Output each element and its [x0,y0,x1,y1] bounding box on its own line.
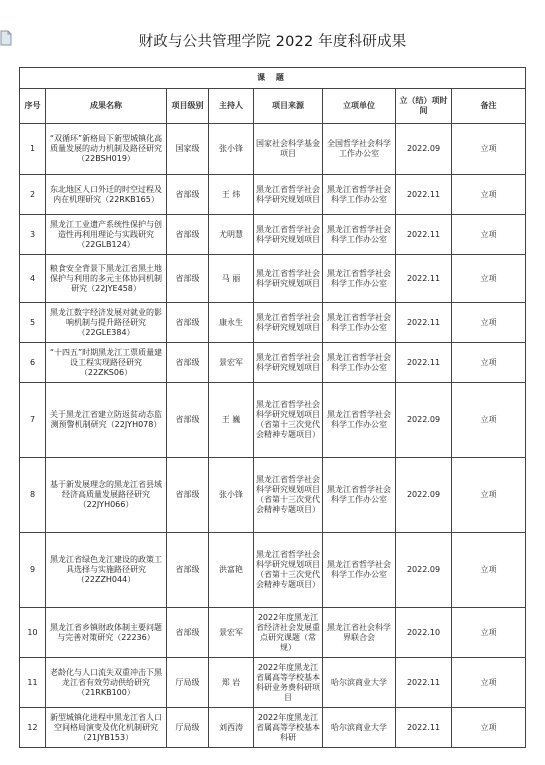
approving-unit: 黑龙江省哲学社会科学工作办公室 [323,383,396,458]
project-source: 黑龙江省哲学社会科学研究规划项目（省第十三次党代会精神专题项目） [254,458,323,533]
row-number: 6 [20,343,46,383]
table-row [20,124,526,175]
project-level: 国家级 [167,124,209,175]
table-row [20,658,526,708]
project-level: 省部级 [167,458,209,533]
project-level: 省部级 [167,175,209,215]
approving-unit: 全国哲学社会科学工作办公室 [323,124,396,175]
project-source: 黑龙江省哲学社会科学研究规划项目 [254,343,323,383]
project-name: 黑龙江省乡镇财政体制主要问题与完善对策研究（22236） [46,608,167,658]
project-name: 基于新发展理念的黑龙江省县域经济高质量发展路径研究（22JYH066） [46,458,167,533]
principal-investigator: 郑 岩 [209,658,254,708]
approving-unit: 黑龙江省哲学社会科学工作办公室 [323,175,396,215]
approving-unit: 哈尔滨商业大学 [323,708,396,748]
table-row [20,458,526,533]
project-name: 关于黑龙江省建立防返贫动态监测预警机制研究（22JYH078） [46,383,167,458]
principal-investigator: 尤明慧 [209,215,254,255]
approving-unit: 黑龙江省哲学社会科学工作办公室 [323,215,396,255]
remark: 立项 [452,658,526,708]
project-source: 黑龙江省哲学社会科学研究规划项目 [254,215,323,255]
table-row [20,215,526,255]
approval-time: 2022.10 [396,608,452,658]
approval-time: 2022.11 [396,175,452,215]
row-number: 8 [20,458,46,533]
approving-unit: 黑龙江省哲学社会科学工作办公室 [323,343,396,383]
row-number: 2 [20,175,46,215]
row-number: 1 [20,124,46,175]
header-no: 序号 [20,89,46,124]
project-level: 省部级 [167,215,209,255]
project-name: 黑龙江工业遗产系统性保护与创造性再利用理论与实践研究（22GLB124） [46,215,167,255]
project-name: “双循环”新格局下新型城镇化高质量发展的动力机制及路径研究（22BSH019） [46,124,167,175]
remark: 立项 [452,175,526,215]
table-row [20,175,526,215]
remark: 立项 [452,533,526,608]
project-name: 东北地区人口外迁的时空过程及内在机理研究（22RKB165） [46,175,167,215]
remark: 立项 [452,343,526,383]
project-source: 黑龙江省哲学社会科学研究规划项目（省第十三次党代会精神专题项目） [254,533,323,608]
approval-time: 2022.11 [396,215,452,255]
remark: 立项 [452,708,526,748]
project-level: 省部级 [167,303,209,343]
principal-investigator: 张小锋 [209,458,254,533]
row-number: 5 [20,303,46,343]
approval-time: 2022.11 [396,303,452,343]
project-level: 厅局级 [167,658,209,708]
header-time: 立（结）项时间 [396,89,452,124]
row-number: 10 [20,608,46,658]
approving-unit: 黑龙江省哲学社会科学工作办公室 [323,458,396,533]
header-source: 项目来源 [254,89,323,124]
row-number: 11 [20,658,46,708]
approval-time: 2022.11 [396,255,452,303]
principal-investigator: 景宏军 [209,608,254,658]
header-note: 备注 [452,89,526,124]
table-row [20,533,526,608]
principal-investigator: 张小锋 [209,124,254,175]
project-source: 2022年度黑龙江省经济社会发展重点研究课题（常规） [254,608,323,658]
row-number: 3 [20,215,46,255]
approval-time: 2022.11 [396,343,452,383]
project-source: 黑龙江省哲学社会科学研究规划项目 [254,303,323,343]
results-table [19,67,526,748]
row-number: 9 [20,533,46,608]
approving-unit: 哈尔滨商业大学 [323,658,396,708]
principal-investigator: 刘西涛 [209,708,254,748]
remark: 立项 [452,303,526,343]
remark: 立项 [452,458,526,533]
approval-time: 2022.09 [396,383,452,458]
remark: 立项 [452,608,526,658]
approval-time: 2022.11 [396,708,452,748]
project-level: 省部级 [167,383,209,458]
project-level: 省部级 [167,533,209,608]
table-row [20,608,526,658]
approval-time: 2022.11 [396,658,452,708]
principal-investigator: 景宏军 [209,343,254,383]
project-source: 黑龙江省哲学社会科学研究规划项目 [254,175,323,215]
project-level: 省部级 [167,255,209,303]
project-level: 省部级 [167,608,209,658]
row-number: 12 [20,708,46,748]
approving-unit: 黑龙江省哲学社会科学工作办公室 [323,303,396,343]
project-name: “十四五”时期黑龙江工票质量建设工程实现路径研究（22ZKS06） [46,343,167,383]
principal-investigator: 王 巍 [209,383,254,458]
principal-investigator: 马 丽 [209,255,254,303]
header-unit: 立项单位 [323,89,396,124]
project-name: 黑龙江数字经济发展对就业的影响机制与提升路径研究（22GLE384） [46,303,167,343]
remark: 立项 [452,215,526,255]
project-source: 2022年度黑龙江省属高等学校基本科研业务费科研项目 [254,658,323,708]
project-name: 新型城镇化进程中黑龙江省人口空间格局演变及优化机制研究（21JYB153） [46,708,167,748]
principal-investigator: 康永生 [209,303,254,343]
project-source: 2022年度黑龙江省属高等学校基本科研 [254,708,323,748]
approval-time: 2022.09 [396,458,452,533]
row-number: 7 [20,383,46,458]
page-title: 财政与公共管理学院 2022 年度科研成果 [138,34,407,50]
approval-time: 2022.09 [396,533,452,608]
principal-investigator: 王 炜 [209,175,254,215]
table-row [20,343,526,383]
remark: 立项 [452,383,526,458]
section-heading: 课 题 [20,68,526,89]
approval-time: 2022.09 [396,124,452,175]
header-level: 项目级别 [167,89,209,124]
table-row [20,303,526,343]
project-source: 国家社会科学基金项目 [254,124,323,175]
approving-unit: 黑龙江省哲学社会科学工作办公室 [323,533,396,608]
remark: 立项 [452,255,526,303]
project-level: 厅局级 [167,708,209,748]
header-name: 成果名称 [46,89,167,124]
principal-investigator: 洪富艳 [209,533,254,608]
project-source: 黑龙江省哲学社会科学研究规划项目（省第十三次党代会精神专题项目） [254,383,323,458]
project-name: 黑龙江省绿色龙江建设的政策工具选择与实施路径研究（22ZZH044） [46,533,167,608]
row-number: 4 [20,255,46,303]
project-level: 省部级 [167,343,209,383]
table-row [20,255,526,303]
table-row [20,708,526,748]
header-row [20,89,526,124]
remark: 立项 [452,124,526,175]
project-name: 老龄化与人口流失双重冲击下黑龙江省有效劳动供给研究（21RKB100） [46,658,167,708]
approving-unit: 黑龙江省哲学社会科学工作办公室 [323,255,396,303]
approving-unit: 黑龙江省社会科学界联合会 [323,608,396,658]
table-row [20,383,526,458]
header-host: 主持人 [209,89,254,124]
project-source: 黑龙江省哲学社会科学研究规划项目 [254,255,323,303]
project-name: 粮食安全背景下黑龙江省黑土地保护与利用的多元主体协同机制研究（22JYE458） [46,255,167,303]
